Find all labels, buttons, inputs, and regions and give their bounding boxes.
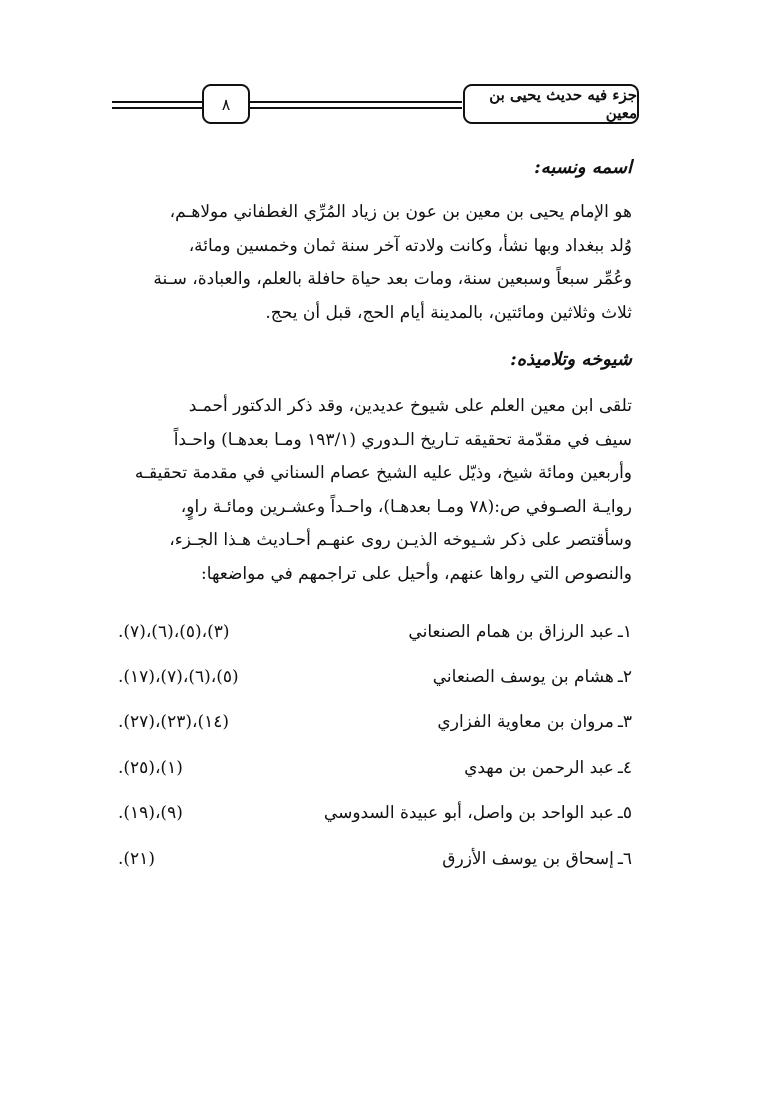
text-line: وُلد ببغداد وبها نشأ، وكانت ولادته آخر سنة ثمان وخمسين ومائة، <box>188 235 632 256</box>
list-item <box>118 745 632 790</box>
list-item-name: عبد الرزاق بن همام الصنعاني <box>408 621 614 642</box>
list-item-refs: (٣)،(٥)،(٦)،(٧). <box>118 621 230 642</box>
list-item-name: مروان بن معاوية الفزاري <box>437 712 614 733</box>
text-line: روايـة الصـوفي ص:(٧٨ ومـا بعدهـا)، واحـداً وعشـرين ومائـة راوٍ، <box>180 496 632 517</box>
section-heading-teachers-students: شيوخه وتلاميذه: <box>510 349 632 370</box>
teachers-list <box>118 609 632 881</box>
list-item-refs: (١٤)،(٢٣)،(٢٧). <box>118 712 230 733</box>
header-rule-lower <box>112 107 462 109</box>
list-item-name: إسحاق بن يوسف الأزرق <box>442 848 614 869</box>
text-line: وسأقتصر على ذكر شـيوخه الذيـن روى عنهـم أحـاديث هـذا الجـزء، <box>169 530 632 550</box>
text-line: تلقى ابن معين العلم على شيوخ عديدين، وقد ذكر الدكتور أحمـد <box>188 396 632 416</box>
book-title: جزء فيه حديث يحيى بن معين <box>463 84 639 124</box>
list-item-refs: (٩)،(١٩). <box>118 803 183 824</box>
list-item <box>118 609 632 654</box>
paragraph-biography <box>118 196 632 330</box>
paragraph-teachers <box>118 390 632 591</box>
text-line: سيف في مقدّمة تحقيقه تـاريخ الـدوري (١٩٣/١ ومـا بعدهـا) واحـداً <box>173 429 632 450</box>
text-line: هو الإمام يحيى بن معين بن عون بن زياد المُرِّي الغطفاني مولاهـم، <box>169 202 632 222</box>
list-item-refs: (٥)،(٦)،(٧)،(١٧). <box>118 667 239 688</box>
page-number: ٨ <box>202 84 250 124</box>
list-item-number: ٢ـ <box>617 667 632 688</box>
section-heading-name-lineage: اسمه ونسبه: <box>534 157 632 178</box>
page-header <box>0 84 757 128</box>
list-item <box>118 791 632 836</box>
list-item-name: عبد الرحمن بن مهدي <box>464 757 614 778</box>
text-line: وعُمِّر سبعاً وسبعين سنة، ومات بعد حياة حافلة بالعلم، والعبادة، سـنة <box>153 269 632 289</box>
page-body <box>118 150 632 881</box>
text-line: والنصوص التي رواها عنهم، وأحيل على تراجمهم في مواضعها: <box>201 563 632 584</box>
list-item-refs: (٢١). <box>118 848 155 869</box>
list-item <box>118 700 632 745</box>
text-line: وأربعين ومائة شيخ، وذيّل عليه الشيخ عصام السناني في مقدمة تحقيقـه <box>134 463 632 483</box>
list-item-name: عبد الواحد بن واصل، أبو عبيدة السدوسي <box>323 803 614 824</box>
list-item-number: ٤ـ <box>617 757 632 778</box>
list-item-name: هشام بن يوسف الصنعاني <box>432 667 614 688</box>
list-item-number: ٣ـ <box>617 712 632 733</box>
list-item <box>118 836 632 881</box>
text-line: ثلاث وثلاثين ومائتين، بالمدينة أيام الحج، قبل أن يحج. <box>265 302 632 323</box>
header-rule-upper <box>112 101 462 103</box>
list-item-refs: (١)،(٢٥). <box>118 757 183 778</box>
list-item <box>118 654 632 699</box>
list-item-number: ٦ـ <box>617 848 632 869</box>
list-item-number: ١ـ <box>617 621 632 642</box>
list-item-number: ٥ـ <box>617 803 632 824</box>
